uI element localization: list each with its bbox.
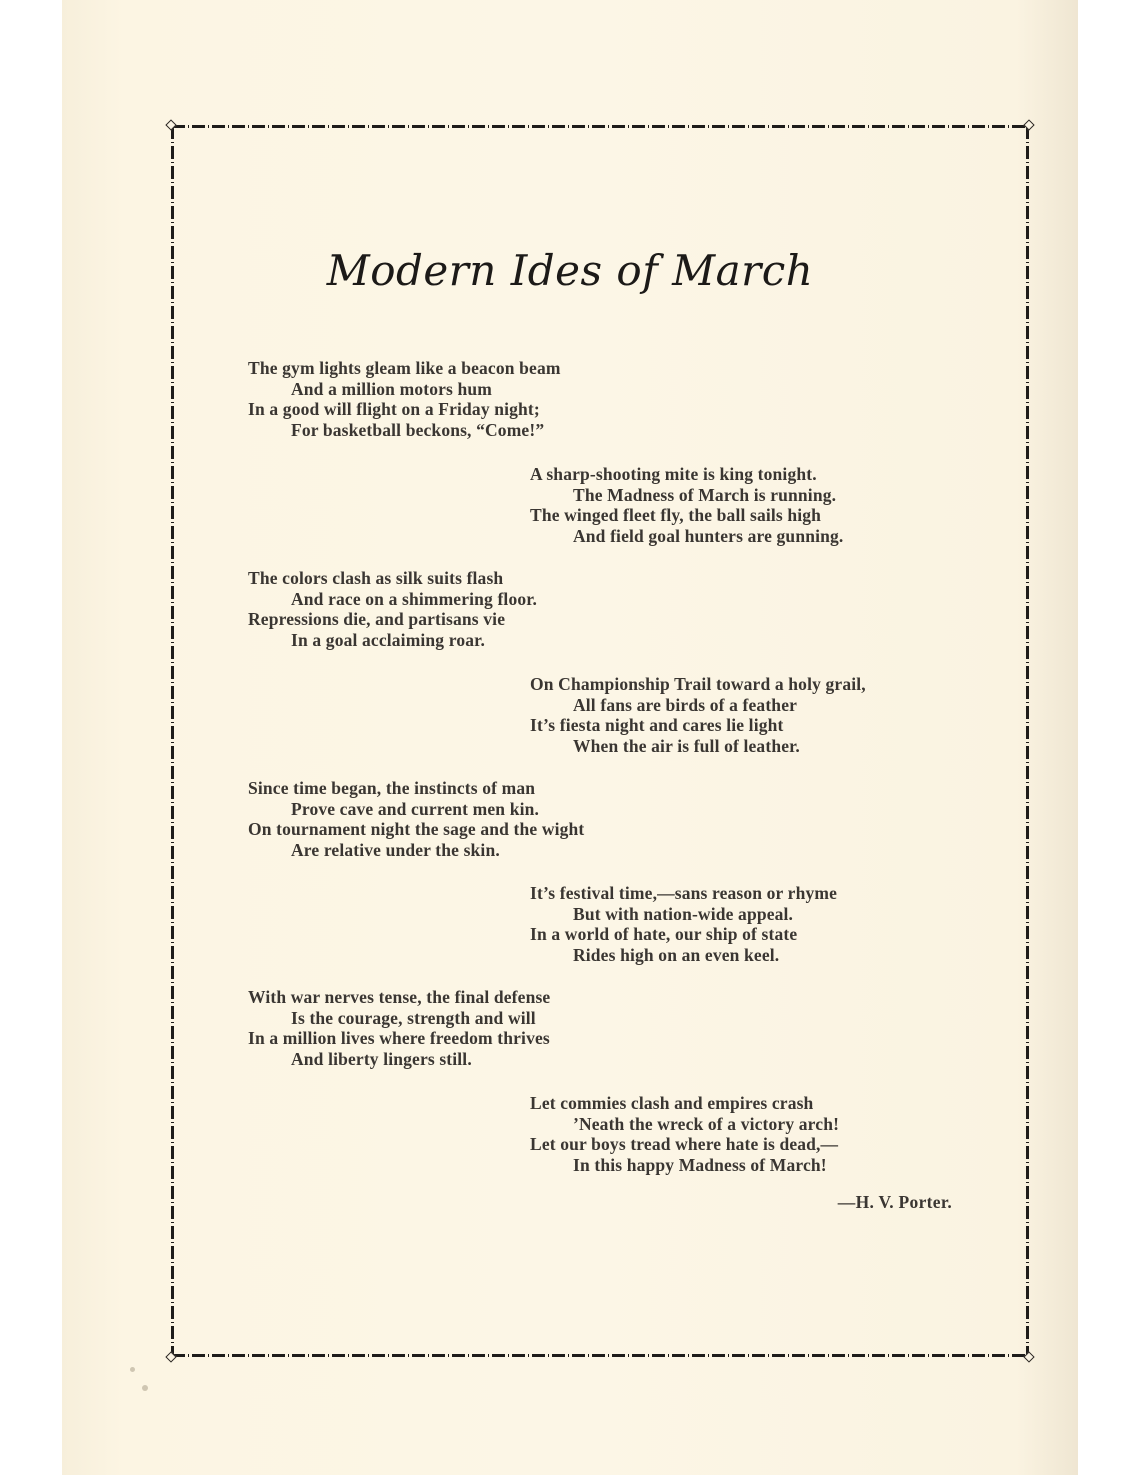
poem-line: Let commies clash and empires crash [530, 1093, 814, 1113]
page-smudge [130, 1367, 135, 1372]
poem-line: The winged fleet fly, the ball sails high [530, 505, 822, 525]
poem-line: The gym lights gleam like a beacon beam [248, 358, 561, 378]
poem-line: For basketball beckons, “Come!” [291, 419, 545, 440]
border-left [171, 126, 174, 1356]
poem-line: Since time began, the instincts of man [248, 778, 536, 798]
poem-line: Rides high on an even keel. [573, 944, 780, 965]
poem-title: Modern Ides of March [326, 246, 814, 295]
poem-line: In a goal acclaiming roar. [291, 629, 485, 650]
poem-line: On tournament night the sage and the wight [248, 819, 585, 839]
poem-line: Prove cave and current men kin. [291, 798, 540, 819]
border-bottom [172, 1354, 1028, 1357]
poem-line: And liberty lingers still. [291, 1048, 472, 1069]
poem-line: Repressions die, and partisans vie [248, 609, 506, 629]
poem-line: Is the courage, strength and will [291, 1007, 536, 1028]
poem-line: ’Neath the wreck of a victory arch! [573, 1113, 840, 1134]
poem-line: With war nerves tense, the final defense [248, 987, 551, 1007]
poem-line: And a million motors hum [291, 378, 492, 399]
poem-line: In this happy Madness of March! [573, 1154, 827, 1175]
poem-line: Are relative under the skin. [291, 839, 500, 860]
poem-attribution: —H. V. Porter. [837, 1192, 952, 1212]
poem-line: Let our boys tread where hate is dead,— [530, 1134, 839, 1154]
stanza-5 [248, 778, 584, 860]
poem-line: And field goal hunters are gunning. [573, 525, 844, 546]
poem-line: In a world of hate, our ship of state [530, 924, 798, 944]
poem-line: And race on a shimmering floor. [291, 588, 538, 609]
stanza-2 [530, 464, 843, 546]
poem-line: When the air is full of leather. [573, 735, 800, 756]
poem-line: In a good will flight on a Friday night; [248, 399, 540, 419]
poem-line: It’s fiesta night and cares lie light [530, 715, 784, 735]
poem-line: A sharp-shooting mite is king tonight. [530, 464, 817, 484]
stanza-7 [248, 987, 550, 1069]
border-right [1026, 126, 1029, 1356]
page-smudge [142, 1385, 148, 1391]
poem-line: On Championship Trail toward a holy grail, [530, 674, 866, 694]
poem-line: All fans are birds of a feather [573, 694, 798, 715]
border-top [172, 125, 1028, 128]
stanza-3 [248, 568, 537, 650]
poem-line: But with nation-wide appeal. [573, 903, 794, 924]
stanza-4 [530, 674, 866, 756]
poem-line: The colors clash as silk suits flash [248, 568, 504, 588]
stanza-1 [248, 358, 561, 440]
stanza-6 [530, 883, 837, 965]
poem-line: It’s festival time,—sans reason or rhyme [530, 883, 838, 903]
stanza-8 [530, 1093, 839, 1175]
poem-line: In a million lives where freedom thrives [248, 1028, 550, 1048]
poem-line: The Madness of March is running. [573, 484, 837, 505]
